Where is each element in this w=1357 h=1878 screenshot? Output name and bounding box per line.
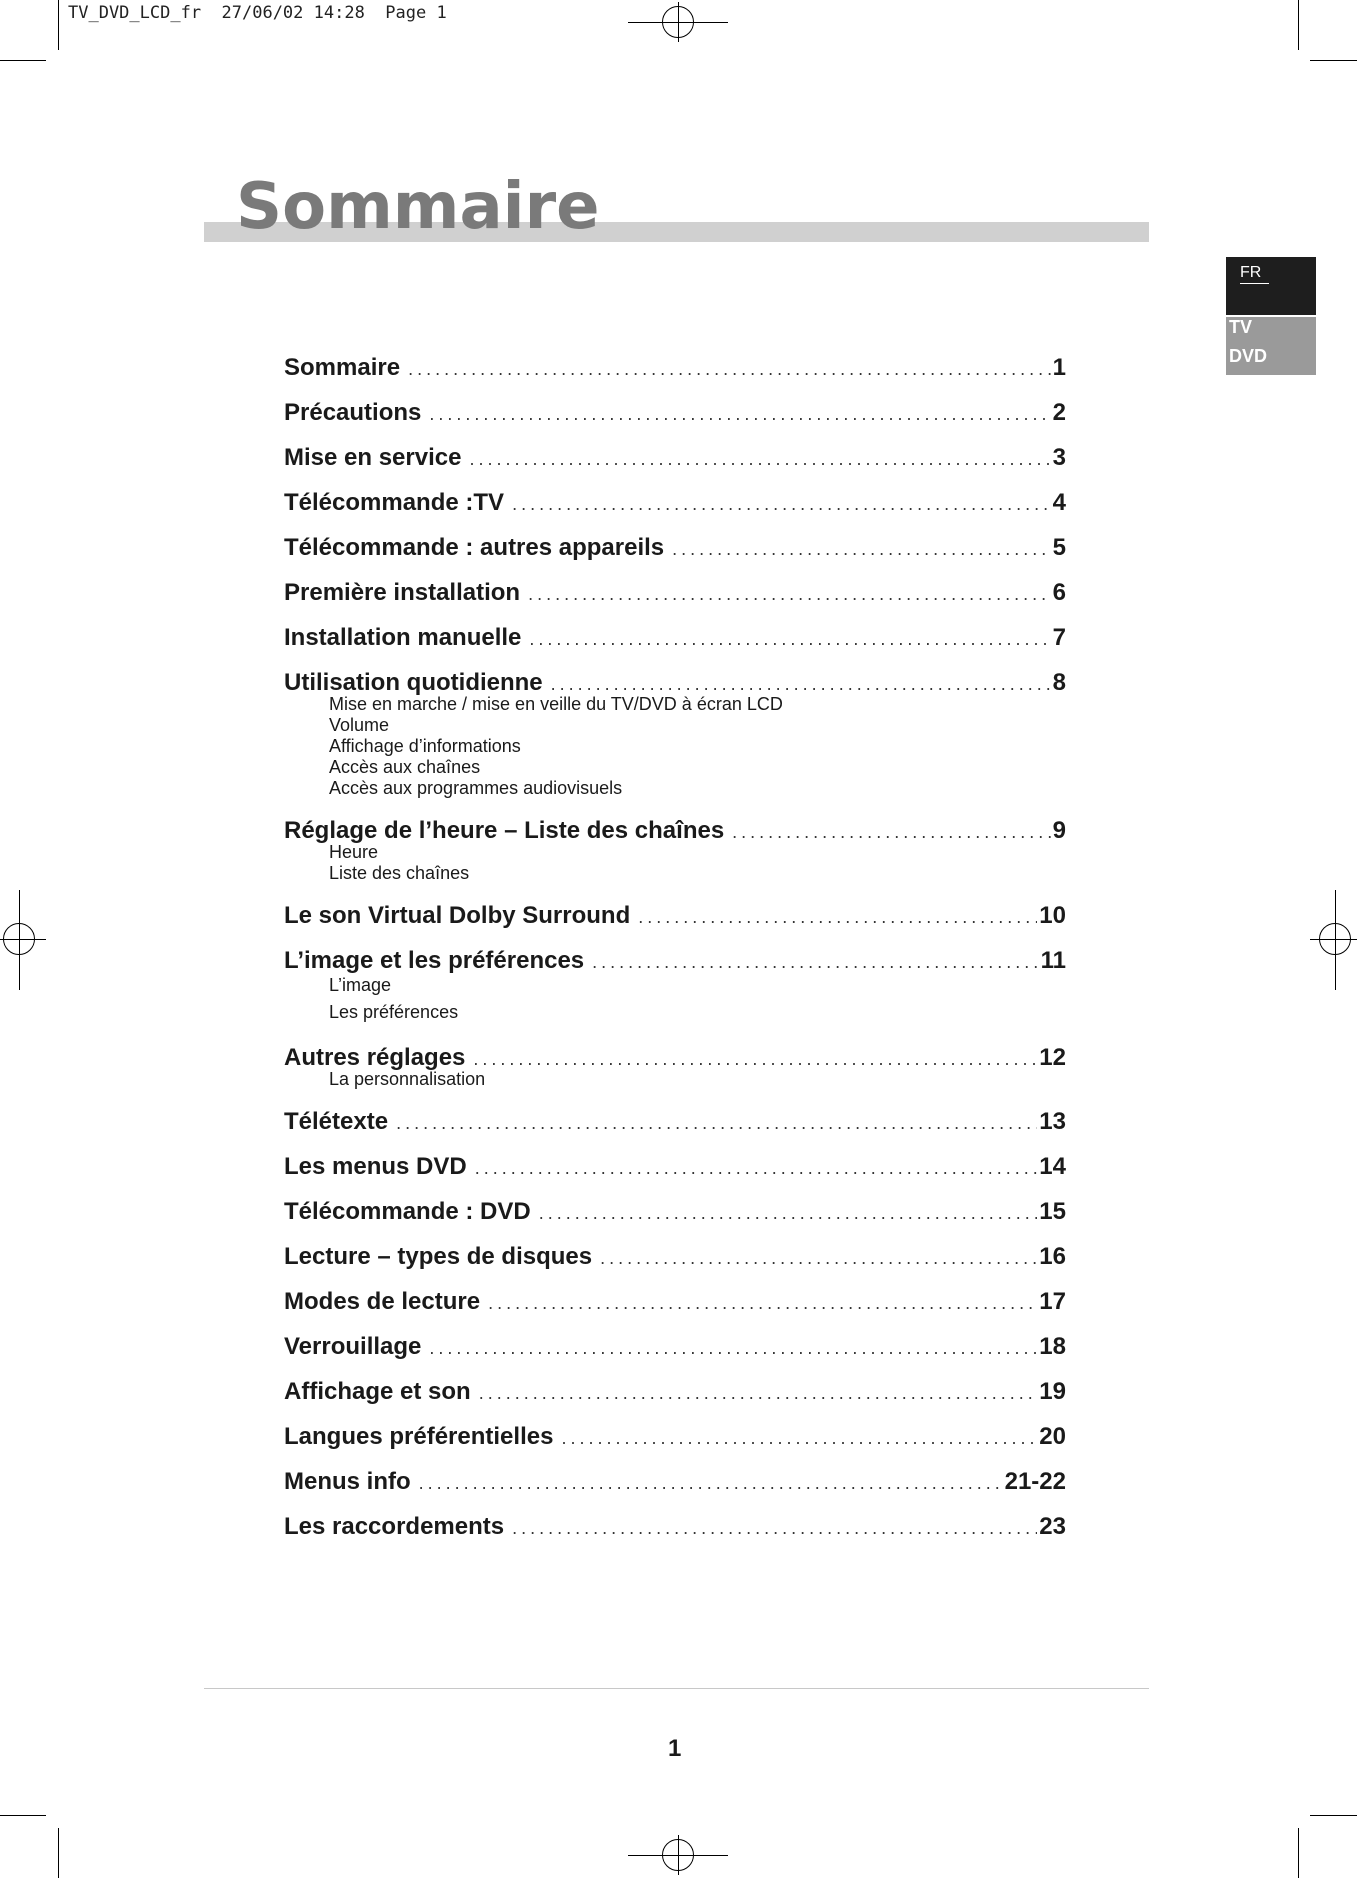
dot-leader: [529, 629, 1050, 650]
toc-entry: [284, 579, 1066, 606]
toc-entry-title: Affichage et son: [284, 1378, 471, 1405]
toc-row: [284, 1333, 1066, 1360]
toc-row: [284, 1243, 1066, 1270]
toc-subentries: [329, 1069, 1066, 1090]
toc-row: [284, 1513, 1066, 1540]
toc-entry-title: Lecture – types de disques: [284, 1243, 593, 1270]
toc-subentry: Heure: [329, 842, 379, 862]
toc-row: [284, 624, 1066, 651]
dot-leader: [539, 1203, 1038, 1224]
toc-entry: [284, 489, 1066, 516]
toc-entry-title: Installation manuelle: [284, 624, 522, 651]
toc-entry-title: Télécommande :TV: [284, 489, 505, 516]
dot-leader: [592, 952, 1038, 973]
toc-entry-title: Précautions: [284, 399, 422, 426]
toc-entry: [284, 399, 1066, 426]
toc-entry-page: 13: [1039, 1108, 1066, 1135]
toc-subentries: [329, 842, 1066, 884]
toc-entry-title: Télécommande : DVD: [284, 1198, 531, 1225]
toc-entry-page: 17: [1039, 1288, 1066, 1315]
toc-subentry: Volume: [329, 715, 390, 735]
toc-entry-page: 3: [1052, 444, 1066, 471]
toc-entry-page: 10: [1039, 902, 1066, 929]
dot-leader: [429, 404, 1050, 425]
toc-subentry: Accès aux chaînes: [329, 757, 481, 777]
toc-entry: [284, 1198, 1066, 1225]
toc-entry-title: Première installation: [284, 579, 521, 606]
toc-entry-page: 7: [1052, 624, 1066, 651]
dot-leader: [512, 1518, 1037, 1539]
toc-entry-title: Sommaire: [284, 354, 401, 381]
toc-entry-title: Utilisation quotidienne: [284, 669, 543, 696]
toc-entry-page: 20: [1039, 1423, 1066, 1450]
toc-entry: [284, 1378, 1066, 1405]
toc-subentry: Accès aux programmes audiovisuels: [329, 778, 623, 798]
toc-entry-title: Les raccordements: [284, 1513, 505, 1540]
dot-leader: [475, 1158, 1038, 1179]
toc-entry: [284, 1468, 1066, 1495]
toc-entry-title: Télécommande : autres appareils: [284, 534, 665, 561]
toc-entry-page: 23: [1039, 1513, 1066, 1540]
toc-entry-title: Télétexte: [284, 1108, 389, 1135]
toc-row: [284, 1378, 1066, 1405]
page-number: 1: [668, 1735, 682, 1762]
toc-entry-title: L’image et les préférences: [284, 947, 585, 974]
toc-entry: [284, 1513, 1066, 1540]
toc-entry: [284, 534, 1066, 561]
toc-row: [284, 902, 1066, 929]
toc-entry-title: Le son Virtual Dolby Surround: [284, 902, 631, 929]
dot-leader: [488, 1293, 1037, 1314]
toc-row: [284, 354, 1066, 381]
toc-subentry: La personnalisation: [329, 1069, 486, 1089]
toc-entry-page: 4: [1052, 489, 1066, 516]
product-tab-tv: TV: [1229, 317, 1253, 337]
toc-entry-page: 19: [1039, 1378, 1066, 1405]
toc-entry-page: 14: [1039, 1153, 1066, 1180]
dot-leader: [672, 539, 1050, 560]
toc-row: [284, 579, 1066, 606]
product-tab: [1226, 317, 1316, 375]
toc-entry: [284, 1044, 1066, 1090]
dot-leader: [638, 907, 1037, 928]
dot-leader: [396, 1113, 1037, 1134]
dot-leader: [469, 449, 1050, 470]
dot-leader: [419, 1473, 1003, 1494]
language-tab-fr: [1226, 257, 1316, 315]
toc-entry-page: 21-22: [1004, 1468, 1066, 1495]
toc-entry: [284, 1108, 1066, 1135]
toc-row: [284, 1198, 1066, 1225]
dot-leader: [528, 584, 1051, 605]
toc-entry-title: Verrouillage: [284, 1333, 422, 1360]
page-title: Sommaire: [236, 170, 600, 244]
dot-leader: [600, 1248, 1037, 1269]
toc-entry: [284, 354, 1066, 381]
toc-subentry: Mise en marche / mise en veille du TV/DVD à écran LCD: [329, 694, 783, 714]
toc-row: [284, 947, 1066, 974]
toc-entry-page: 2: [1052, 399, 1066, 426]
dot-leader: [551, 674, 1051, 695]
dot-leader: [473, 1049, 1037, 1070]
toc-entry-page: 18: [1039, 1333, 1066, 1360]
language-label: FR: [1240, 264, 1269, 284]
toc-row: [284, 1153, 1066, 1180]
toc-row: [284, 1044, 1066, 1071]
toc-row: [284, 444, 1066, 471]
toc-entry-page: 5: [1052, 534, 1066, 561]
toc-entry: [284, 1333, 1066, 1360]
toc-row: [284, 1288, 1066, 1315]
toc-entry-title: Menus info: [284, 1468, 411, 1495]
dot-leader: [408, 359, 1051, 380]
toc-entry: [284, 1153, 1066, 1180]
toc-row: [284, 817, 1066, 844]
dot-leader: [512, 494, 1051, 515]
toc-entry-page: 1: [1052, 354, 1066, 381]
toc-entry-page: 15: [1039, 1198, 1066, 1225]
toc-entry: [284, 947, 1066, 1026]
toc-subentry: Liste des chaînes: [329, 863, 470, 883]
footer-rule: [204, 1688, 1149, 1689]
toc-row: [284, 669, 1066, 696]
product-tab-dvd: DVD: [1229, 346, 1268, 366]
toc-row: [284, 489, 1066, 516]
toc-row: [284, 1108, 1066, 1135]
toc-entry-page: 6: [1052, 579, 1066, 606]
table-of-contents: [284, 354, 1066, 1558]
toc-entry: [284, 1423, 1066, 1450]
toc-entry-title: Modes de lecture: [284, 1288, 481, 1315]
toc-entry: [284, 817, 1066, 884]
toc-entry-page: 9: [1052, 817, 1066, 844]
toc-subentries: [329, 694, 1066, 799]
toc-row: [284, 399, 1066, 426]
toc-entry-title: Réglage de l’heure – Liste des chaînes: [284, 817, 725, 844]
toc-entry-page: 12: [1039, 1044, 1066, 1071]
dot-leader: [429, 1338, 1037, 1359]
toc-entry-page: 11: [1040, 947, 1066, 974]
dot-leader: [479, 1383, 1038, 1404]
toc-subentry: L’image: [329, 975, 392, 995]
toc-row: [284, 534, 1066, 561]
toc-entry-page: 16: [1039, 1243, 1066, 1270]
toc-entry-page: 8: [1052, 669, 1066, 696]
dot-leader: [561, 1428, 1037, 1449]
toc-row: [284, 1423, 1066, 1450]
toc-entry: [284, 669, 1066, 799]
toc-entry-title: Mise en service: [284, 444, 462, 471]
dot-leader: [732, 822, 1050, 843]
toc-subentries: [329, 972, 1066, 1026]
toc-subentry: Affichage d’informations: [329, 736, 521, 756]
toc-entry: [284, 444, 1066, 471]
print-slug: TV_DVD_LCD_fr 27/06/02 14:28 Page 1: [68, 3, 447, 23]
toc-entry: [284, 902, 1066, 929]
toc-entry-title: Les menus DVD: [284, 1153, 467, 1180]
toc-entry: [284, 1243, 1066, 1270]
toc-entry: [284, 624, 1066, 651]
toc-entry-title: Langues préférentielles: [284, 1423, 554, 1450]
toc-subentry: Les préférences: [329, 1002, 459, 1022]
toc-entry: [284, 1288, 1066, 1315]
toc-row: [284, 1468, 1066, 1495]
toc-entry-title: Autres réglages: [284, 1044, 466, 1071]
